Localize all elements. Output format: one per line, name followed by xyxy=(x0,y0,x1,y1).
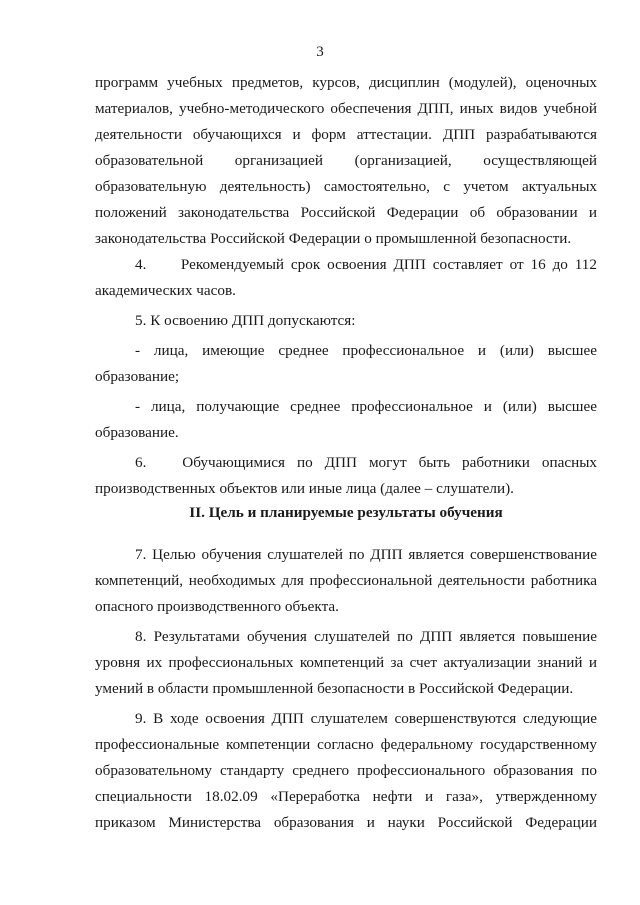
paragraph-continuation: программ учебных предметов, курсов, дисциплин (модулей), оценочных материалов, учебно-методического обеспечения ДПП, иных видов учебной деятельности обучающихся и форм аттестации. ДПП разрабатываются образовательной организацией (организацией, осуществляющей образовательную деятельность) самостоятельно, с учетом актуальных положений законодательства Российской Федерации об образовании и законодательства Российской Федерации о промышленной безопасности. xyxy=(95,74,597,247)
paragraph-item-9: 9. В ходе освоения ДПП слушателем совершенствуются следующие профессиональные компетенции согласно федеральному государственному образовательному стандарту среднего профессионального образования по специальности 18.02.09 «Переработка нефти и газа», утвержденному приказом Министерства образования и науки Российской Федерации xyxy=(95,710,597,831)
paragraph-item-4: 4. Рекомендуемый срок освоения ДПП составляет от 16 до 112 академических часов. xyxy=(95,256,597,299)
page-number: 3 xyxy=(316,44,324,60)
body-text-top xyxy=(95,70,597,502)
paragraph-item-5: 5. К освоению ДПП допускаются: xyxy=(135,312,356,329)
section-heading-block xyxy=(95,500,597,526)
paragraph-item-6: 6. Обучающимися по ДПП могут быть работники опасных производственных объектов или иные лица (далее – слушатели). xyxy=(95,454,597,497)
paragraph-item-5-b: - лица, получающие среднее профессиональное и (или) высшее образование. xyxy=(95,398,597,441)
section-heading: II. Цель и планируемые результаты обучения xyxy=(189,504,503,521)
paragraph-item-8: 8. Результатами обучения слушателей по ДПП является повышение уровня их профессиональных компетенций за счет актуализации знаний и умений в области промышленной безопасности в Российской Федерации. xyxy=(95,628,597,697)
body-text-bottom xyxy=(95,542,597,836)
paragraph-item-7: 7. Целью обучения слушателей по ДПП является совершенствование компетенций, необходимых для профессиональной деятельности работника опасного производственного объекта. xyxy=(95,546,597,615)
paragraph-item-5-a: - лица, имеющие среднее профессиональное и (или) высшее образование; xyxy=(95,342,597,385)
